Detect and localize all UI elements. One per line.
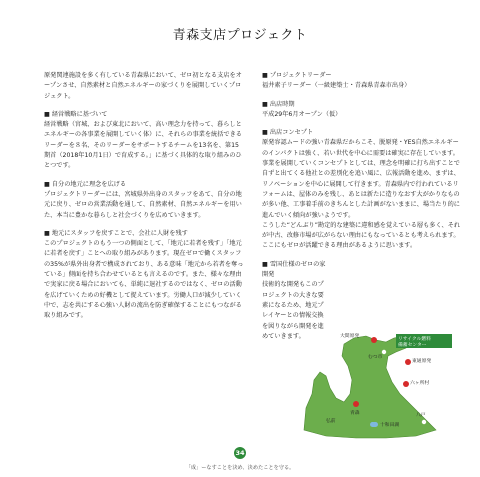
aomori-marker — [353, 401, 359, 407]
map-label-rokkasho: 六ヶ所村 — [410, 381, 430, 386]
map-label-recycle: リサイクル燃料 — [398, 337, 431, 342]
section-body-opening: 平成29年6月オープン（仮） — [262, 110, 342, 118]
hachinohe-marker — [422, 420, 426, 424]
map-label-mutsu: むつ市 — [368, 355, 383, 360]
map-label-ohma: 大間原発 — [340, 334, 360, 339]
higashidori-marker — [405, 359, 411, 365]
section-heading-opening: ■ 出店時期 — [262, 100, 295, 108]
towada-lake — [370, 422, 378, 427]
page-title: 青森支店プロジェクト — [172, 28, 308, 43]
aomori-map — [296, 322, 456, 440]
map-label-towada: 十和田湖 — [380, 423, 400, 428]
section-heading-map: ■ 雪国仕様のゼロの家開発 — [262, 260, 326, 279]
page-number: 34 — [235, 449, 245, 457]
right-column — [262, 71, 462, 342]
section-body-staff: このプロジェクトのもう一つの側面として、「地元に若者を残す」「地元に若者を戻す」ことへの取り組みがあります。現在ゼロで働くスタッフの35%が県外出身者で構成されており、ある意味「地元から若者を奪っている」側面を持ち合わせているとも言えるのです。また、様々な理由で実家に戻る場合においても、単純に退社するのではなく、ゼロの活動を広げていくための好機として捉えています。労働人口が減少していく中で、志を共にする心強い人財の流出を防ぎ確保することにもつながる取り組みです。 — [44, 240, 244, 320]
map-label-hirosaki: 弘前 — [326, 419, 336, 424]
section-body-concept-2: こうした“どんぶり”勘定的な建築に違和感を覚えている層も多く、それが中古、改修市場が広がらない理由にもなっているとも考えられます。ここにもゼロが活躍できる理由があるように思います。 — [262, 221, 461, 250]
footer-motto: 「成」ーなすことを決め、決めたことを守る。 — [185, 465, 295, 471]
section-body-map: 技術的な開発もこのプロジェクトの大きな要素になるため、地元プレイヤーとの情報交換を図りながら開発を進めていきます。 — [262, 281, 324, 340]
section-heading-concept: ■ 出店コンセプト — [262, 129, 314, 137]
section-body-strategy: 経営戦略（宮城、および東北において、高い理念力を持って、暮らしとエネルギーの各事業を展開していく体）に、それらの事業を統括できるリーダーを８名、そのリーダーをサポートするチームを13名を、第15期首（2018年10月1日）で育成する。」に基づく具体的な取り組みのひとつです。 — [44, 121, 242, 170]
section-heading-hometown: ■ 自分の地元に理念を広げる — [44, 180, 127, 188]
map-land — [304, 336, 436, 438]
section-body-hometown: プロジェクトリーダーには、宮城県外出身のスタッフをあて、自分の地元に戻り、ゼロの営業活動を通して、自然素材、自然エネルギーを用いた、本当に豊かな暮らしと社会づくりを広めていきます。 — [44, 190, 242, 219]
section-body-concept: 原発容認ムードの強い青森県だからこそ、脱原発・YES自然エネルギーのインパクトは強く、若い世代を中心に需要は確実に存在しています。事業を展開していくコンセプトとしては、理念を明確に打ち出すことで自ずと出てくる他社との差別化を追い風に、広報活動を進め、まずは、リノベーションを中心に展開して行きます。青森県内で行われているリフォームは、屋体のみを残し、あとは新たに造りなおす大がかりなものが多い他、工事着手前のきちんとした計画がないままに、場当たり的に進んでいく傾向が強いようです。 — [262, 139, 460, 219]
mutsu-marker — [382, 350, 386, 354]
map-label-recycle-2: 備蓄センター — [398, 343, 427, 348]
intro-paragraph: 原発関連施設を多く有している青森県において、ゼロ初となる支店をオープンさせ、自然素材と自然エネルギーの家づくりを展開していくプロジェクト。 — [44, 72, 242, 100]
section-heading-strategy: ■ 経営戦略に基づいて — [44, 110, 108, 118]
map-label-aomori: 青森 — [350, 411, 360, 416]
left-column — [44, 71, 245, 330]
section-heading-staff: ■ 地元にスタッフを戻すことで、会社に人財を残す — [44, 229, 188, 237]
rokkasho-marker — [403, 381, 409, 387]
map-label-hachinohe: 八戸 — [416, 413, 426, 418]
ohma-marker — [371, 337, 377, 343]
section-heading-leader: ■ プロジェクトリーダー — [262, 72, 332, 79]
section-body-leader: 福井素子リーダー（一級建築士・青森県青森市出身） — [262, 82, 411, 90]
map-label-higashidori: 東通原発 — [412, 359, 432, 364]
